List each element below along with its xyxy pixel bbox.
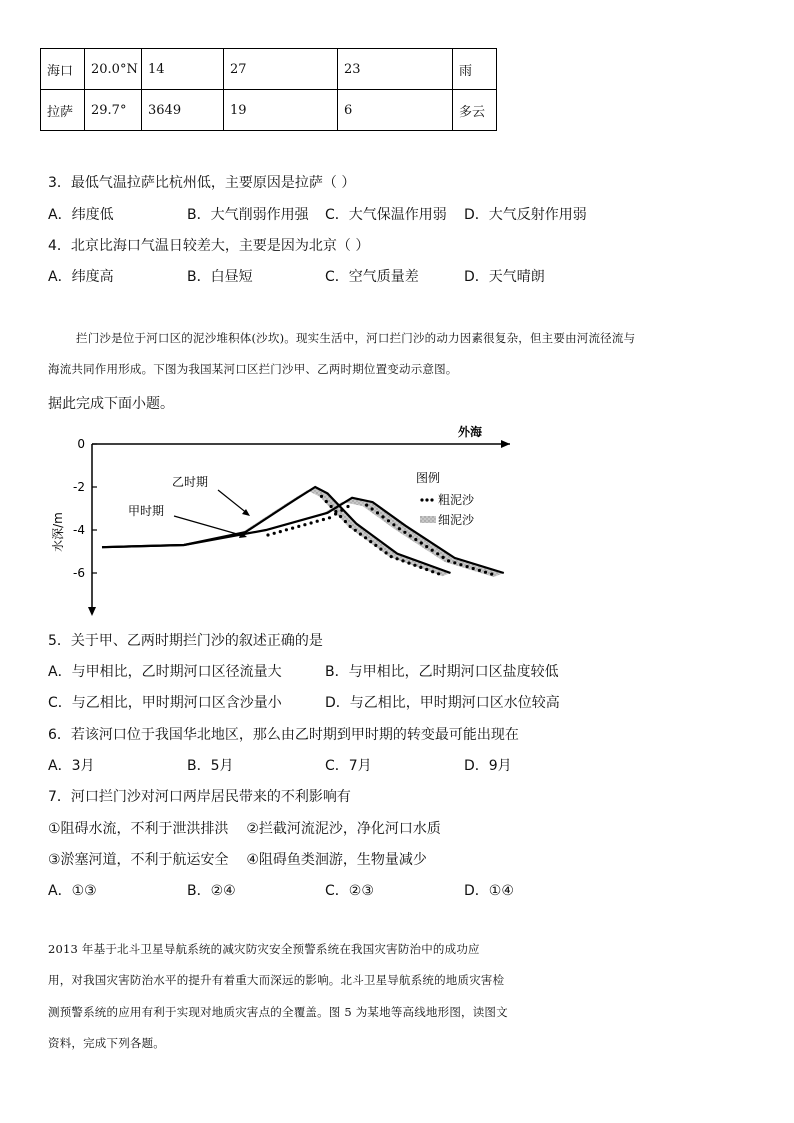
coarse-sand-dot (379, 548, 382, 551)
coarse-sand-dot (484, 571, 487, 574)
coarse-sand-dot (396, 557, 399, 560)
coarse-sand-dot (374, 544, 377, 547)
series-label-jia: 甲时期 (128, 504, 165, 518)
coarse-sand-dot (344, 520, 347, 523)
passage-line: 资料，完成下列各题。 (48, 1036, 165, 1050)
question-7-statements-2: ③淤塞河道，不利于航运安全 ④阻碍鱼类洄游，生物量减少 (48, 852, 427, 868)
table-row (41, 49, 497, 90)
table-cell: 23 (338, 49, 453, 90)
table-row (41, 90, 497, 131)
legend-swatch-coarse (430, 498, 433, 501)
coarse-sand-dot (376, 511, 379, 514)
passage-line: 用，对我国灾害防治水平的提升有着重大而深远的影响。北斗卫星导航系统的地质灾害检 (48, 973, 505, 987)
coarse-sand-dot (279, 530, 282, 533)
table-cell: 6 (338, 90, 453, 131)
series-label-yi: 乙时期 (172, 475, 209, 489)
coarse-sand-dot (447, 559, 450, 562)
legend-swatch-fine (420, 516, 436, 523)
coarse-sand-dot (436, 552, 439, 555)
y-tick-label: -4 (73, 523, 85, 537)
y-axis-arrow (88, 607, 96, 616)
coarse-sand-dot (364, 536, 367, 539)
table-cell: 雨 (453, 49, 497, 90)
legend-entry: 细泥沙 (438, 513, 475, 527)
question-7-option-b: B．②④ (187, 883, 236, 899)
question-6-option-c: C．7月 (325, 758, 372, 774)
question-7-option-d: D．①④ (464, 883, 514, 899)
coarse-sand-dot (390, 555, 393, 558)
question-6-stem: 6．若该河口位于我国华北地区，那么由乙时期到甲时期的转变最可能出现在 (48, 727, 519, 743)
question-6-option-d: D．9月 (464, 758, 512, 774)
passage-line: 海流共同作用形成。下图为我国某河口区拦门沙甲、乙两时期位置变动示意图。 (48, 362, 458, 376)
coarse-sand-dot (303, 523, 306, 526)
question-7-statements-1: ①阻碍水流，不利于泄洪排洪 ②拦截河流泥沙，净化河口水质 (48, 821, 441, 837)
y-tick-label: 0 (77, 437, 85, 451)
coarse-sand-dot (425, 568, 428, 571)
coarse-sand-dot (398, 527, 401, 530)
table-cell: 27 (224, 49, 338, 90)
legend-swatch-coarse (420, 498, 423, 501)
coarse-sand-dot (334, 512, 337, 515)
question-3-option-d: D．大气反射作用弱 (464, 207, 587, 223)
question-7-stem: 7．河口拦门沙对河口两岸居民带来的不利影响有 (48, 789, 351, 805)
coarse-sand-dot (466, 565, 469, 568)
coarse-sand-dot (328, 516, 331, 519)
coarse-sand-dot (381, 515, 384, 518)
coarse-sand-dot (414, 538, 417, 541)
coarse-sand-dot (359, 533, 362, 536)
y-axis-label: 水深/m (51, 512, 65, 552)
coarse-sand-dot (403, 531, 406, 534)
series-label-arrow (218, 490, 248, 514)
passage-instruction: 据此完成下面小题。 (48, 396, 174, 412)
coarse-sand-dot (385, 551, 388, 554)
table-cell: 14 (142, 49, 224, 90)
coarse-sand-dot (472, 567, 475, 570)
coarse-sand-dot (320, 495, 323, 498)
coarse-sand-dot (365, 504, 368, 507)
question-5-option-d: D．与乙相比，甲时期河口区水位较高 (325, 695, 560, 711)
question-7-option-a: A．①③ (48, 883, 97, 899)
y-tick-label: -6 (73, 566, 85, 580)
coarse-sand-dot (369, 540, 372, 543)
passage-line: 测预警系统的应用有利于实现对地质灾害点的全覆盖。图 5 为某地等高线地形图，读图文 (48, 1005, 508, 1019)
x-axis-arrow (501, 440, 510, 448)
table-cell: 拉萨 (41, 90, 85, 131)
coarse-sand-dot (354, 529, 357, 532)
coarse-sand-dot (349, 525, 352, 528)
coarse-sand-dot (409, 534, 412, 537)
passage-line: 2013 年基于北斗卫星导航系统的减灾防灾安全预警系统在我国灾害防治中的成功应 (48, 942, 480, 956)
coarse-sand-dot (266, 533, 269, 536)
coarse-sand-dot (478, 569, 481, 572)
coarse-sand-dot (291, 527, 294, 530)
coarse-sand-dot (459, 563, 462, 566)
coarse-sand-dot (387, 519, 390, 522)
question-4-option-c: C．空气质量差 (325, 269, 419, 285)
coarse-sand-dot (330, 505, 333, 508)
coarse-sand-dot (413, 564, 416, 567)
table-cell: 20.0°N (85, 49, 142, 90)
coarse-sand-dot (285, 528, 288, 531)
question-3-option-a: A．纬度低 (48, 207, 114, 223)
coarse-sand-dot (316, 520, 319, 523)
question-5-option-b: B．与甲相比，乙时期河口区盐度较低 (325, 664, 559, 680)
coarse-sand-dot (346, 505, 349, 508)
legend-entry: 粗泥沙 (438, 493, 475, 507)
table-cell: 海口 (41, 49, 85, 90)
x-end-label: 外海 (458, 425, 483, 439)
coarse-sand-dot (431, 549, 434, 552)
question-5-option-a: A．与甲相比，乙时期河口区径流量大 (48, 664, 282, 680)
coarse-sand-dot (442, 556, 445, 559)
coarse-sand-dot (437, 572, 440, 575)
sandbar-chart (40, 420, 520, 620)
coarse-sand-dot (431, 570, 434, 573)
coarse-sand-dot (310, 521, 313, 524)
coarse-sand-dot (425, 545, 428, 548)
climate-table (40, 48, 497, 131)
question-3-option-b: B．大气削弱作用强 (187, 207, 309, 223)
table-cell: 19 (224, 90, 338, 131)
coarse-sand-dot (401, 559, 404, 562)
table-cell: 多云 (453, 90, 497, 131)
question-4-option-a: A．纬度高 (48, 269, 114, 285)
coarse-sand-dot (453, 561, 456, 564)
y-tick-label: -2 (73, 480, 85, 494)
passage-line: 拦门沙是位于河口区的泥沙堆积体(沙坎)。现实生活中，河口拦门沙的动力因素很复杂，但主要由河流径流与 (76, 331, 636, 345)
series-label-arrow (174, 516, 244, 536)
coarse-sand-dot (325, 500, 328, 503)
question-3-stem: 3．最低气温拉萨比杭州低，主要原因是拉萨（ ） (48, 175, 356, 191)
coarse-sand-dot (490, 573, 493, 576)
coarse-sand-dot (371, 507, 374, 510)
coarse-sand-dot (339, 515, 342, 518)
question-3-option-c: C．大气保温作用弱 (325, 207, 447, 223)
coarse-sand-dot (297, 525, 300, 528)
question-7-option-c: C．②③ (325, 883, 374, 899)
question-4-stem: 4．北京比海口气温日较差大，主要是因为北京（ ） (48, 238, 370, 254)
coarse-sand-dot (273, 532, 276, 535)
question-4-option-b: B．白昼短 (187, 269, 253, 285)
coarse-sand-dot (322, 518, 325, 521)
fine-sand-band-yi (238, 487, 451, 576)
coarse-sand-dot (392, 523, 395, 526)
legend-title: 图例 (416, 471, 441, 485)
coarse-sand-dot (420, 541, 423, 544)
coarse-sand-dot (407, 562, 410, 565)
table-cell: 29.7° (85, 90, 142, 131)
question-6-option-b: B．5月 (187, 758, 234, 774)
question-5-stem: 5．关于甲、乙两时期拦门沙的叙述正确的是 (48, 633, 323, 649)
question-5-option-c: C．与乙相比，甲时期河口区含沙量小 (48, 695, 282, 711)
legend-swatch-coarse (425, 498, 428, 501)
coarse-sand-dot (419, 566, 422, 569)
table-cell: 3649 (142, 90, 224, 131)
question-4-option-d: D．天气晴朗 (464, 269, 545, 285)
question-6-option-a: A．3月 (48, 758, 95, 774)
